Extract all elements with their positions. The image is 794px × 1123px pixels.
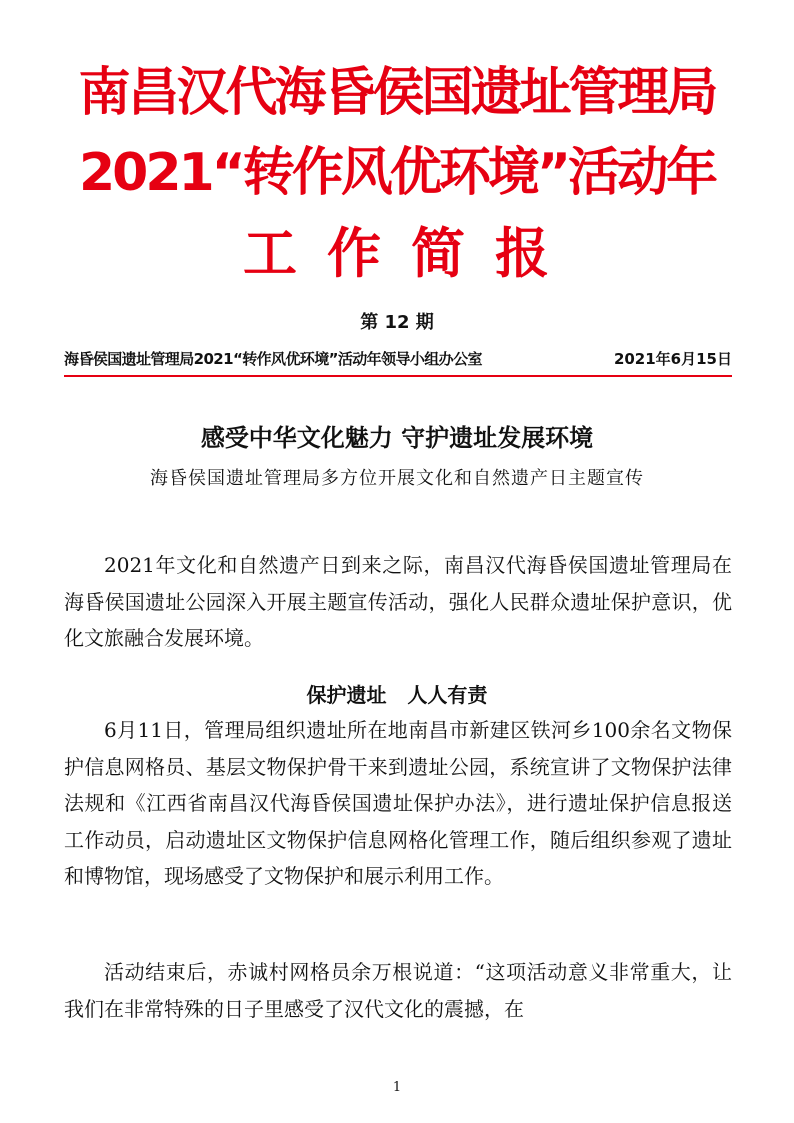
issue-number: 第 12 期 (360, 312, 434, 333)
masthead-title-line1: 南昌汉代海昏侯国遗址管理局 (78, 63, 716, 123)
body-paragraph-2: 6月11日，管理局组织遗址所在地南昌市新建区铁河乡100余名文物保护信息网格员、基层文物保护骨干来到遗址公园，系统宣讲了文物保护法律法规和《江西省南昌汉代海昏侯国遗址保护办法》，进行遗址保护信息报送工作动员，启动遗址区文物保护信息网格化管理工作，随后组织参观了遗址和博物馆，现场感受了文物保护和展示利用工作。 (64, 718, 732, 888)
publisher-name: 海昏侯国遗址管理局2021“转作风优环境”活动年领导小组办公室 (64, 350, 482, 368)
body-paragraph-3: 活动结束后，赤诚村网格员余万根说道：“这项活动意义非常重大，让我们在非常特殊的日子里感受了汉代文化的震撼，在 (64, 960, 732, 1021)
section-heading: 保护遗址 人人有责 (306, 683, 488, 707)
publisher-row (64, 344, 732, 374)
publish-date: 2021年6月15日 (613, 350, 732, 368)
masthead-title-line3: 工作简报 (243, 222, 579, 285)
header-divider (64, 375, 732, 377)
masthead-title-line2: 2021“转作风优环境”活动年 (78, 143, 716, 203)
article-subtitle: 海昏侯国遗址管理局多方位开展文化和自然遗产日主题宣传 (150, 468, 644, 489)
body-paragraph-1: 2021年文化和自然遗产日到来之际，南昌汉代海昏侯国遗址管理局在海昏侯国遗址公园深入开展主题宣传活动，强化人民群众遗址保护意识，优化文旅融合发展环境。 (64, 553, 732, 650)
page-number: 1 (392, 1080, 402, 1095)
article-title: 感受中华文化魅力 守护遗址发展环境 (200, 424, 594, 452)
